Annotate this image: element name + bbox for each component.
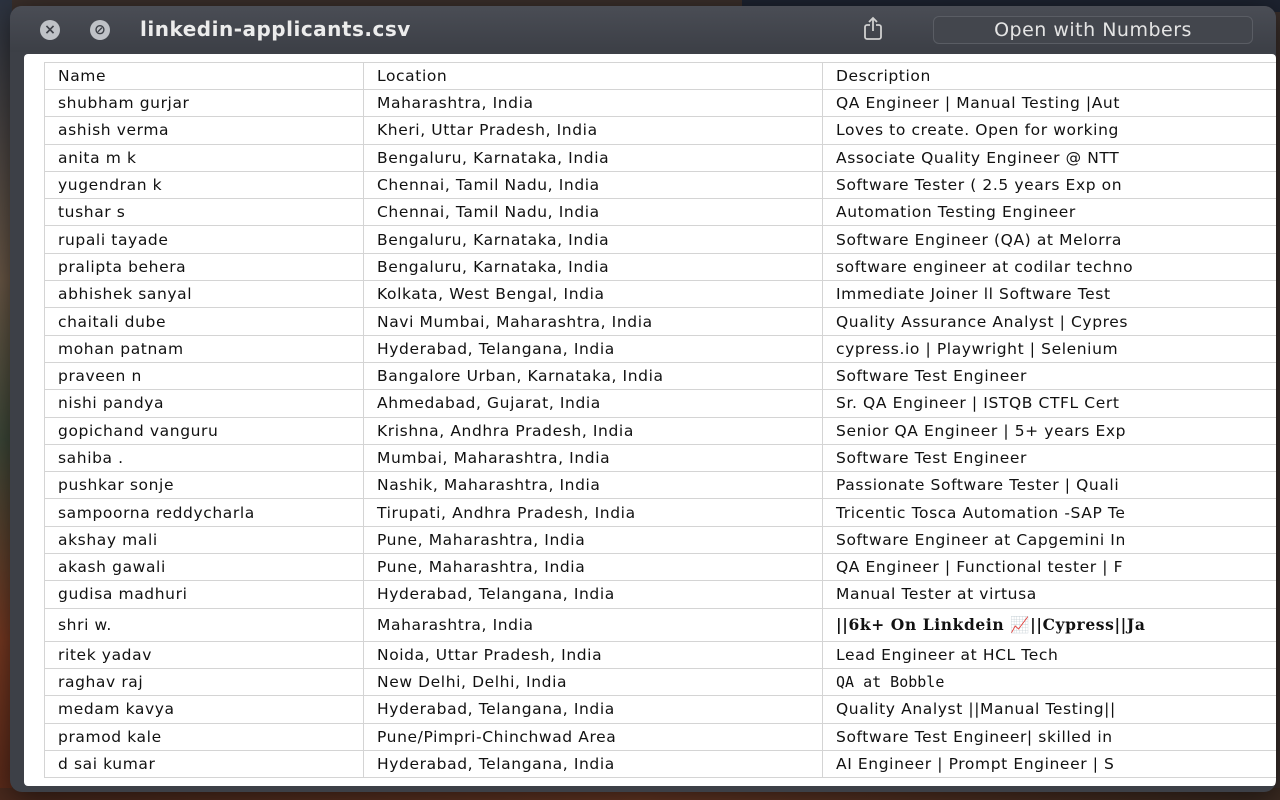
cell-name: pralipta behera [45,253,364,280]
cell-description: Automation Testing Engineer [823,199,1277,226]
cell-description: Immediate Joiner ll Software Test [823,281,1277,308]
cell-name: akshay mali [45,526,364,553]
cell-name: abhishek sanyal [45,281,364,308]
titlebar [10,6,1276,52]
cell-location: New Delhi, Delhi, India [364,668,823,695]
cell-location: Noida, Uttar Pradesh, India [364,641,823,668]
table-row [45,362,1277,389]
cell-location: Bengaluru, Karnataka, India [364,144,823,171]
window-title: linkedin-applicants.csv [140,17,411,41]
table-row [45,444,1277,471]
cell-description: Passionate Software Tester | Quali [823,472,1277,499]
cell-description: QA Engineer | Manual Testing |Aut [823,90,1277,117]
table-row [45,335,1277,362]
table-row [45,696,1277,723]
cell-name: raghav raj [45,668,364,695]
table-row [45,499,1277,526]
cell-description: Sr. QA Engineer | ISTQB CTFL Cert [823,390,1277,417]
column-header-name: Name [45,63,364,90]
cell-description: AI Engineer | Prompt Engineer | S [823,750,1277,777]
cell-name: d sai kumar [45,750,364,777]
table-row [45,171,1277,198]
csv-table [44,62,1276,778]
cell-name: tushar s [45,199,364,226]
cell-location: Bangalore Urban, Karnataka, India [364,362,823,389]
cell-name: praveen n [45,362,364,389]
cell-location: Pune/Pimpri-Chinchwad Area [364,723,823,750]
cell-name: gopichand vanguru [45,417,364,444]
cell-description: Software Test Engineer [823,444,1277,471]
cell-location: Hyderabad, Telangana, India [364,335,823,362]
cell-location: Nashik, Maharashtra, India [364,472,823,499]
cell-location: Maharashtra, India [364,608,823,641]
csv-preview[interactable] [24,54,1276,786]
table-row [45,90,1277,117]
cell-location: Krishna, Andhra Pradesh, India [364,417,823,444]
table-row [45,199,1277,226]
cell-description: Software Tester ( 2.5 years Exp on [823,171,1277,198]
cell-name: ritek yadav [45,641,364,668]
cell-location: Navi Mumbai, Maharashtra, India [364,308,823,335]
cell-description: Software Test Engineer| skilled in [823,723,1277,750]
cell-name: ashish verma [45,117,364,144]
cell-name: sampoorna reddycharla [45,499,364,526]
table-row [45,750,1277,777]
table-row [45,144,1277,171]
quicklook-window [10,6,1276,792]
cell-description: cypress.io | Playwright | Selenium [823,335,1277,362]
cell-description: Quality Assurance Analyst | Cypres [823,308,1277,335]
cell-name: chaitali dube [45,308,364,335]
cell-description: Lead Engineer at HCL Tech [823,641,1277,668]
cell-location: Bengaluru, Karnataka, India [364,253,823,280]
table-row [45,641,1277,668]
cell-description: ||6k+ On Linkdein 📈||Cypress||Ja [823,608,1277,641]
column-header-location: Location [364,63,823,90]
cell-name: nishi pandya [45,390,364,417]
table-row [45,281,1277,308]
fullscreen-icon[interactable]: ⊘ [90,20,110,40]
cell-location: Tirupati, Andhra Pradesh, India [364,499,823,526]
cell-name: akash gawali [45,554,364,581]
cell-description: Quality Analyst ||Manual Testing|| [823,696,1277,723]
cell-description: software engineer at codilar techno [823,253,1277,280]
cell-description: QA at Bobble [823,668,1277,695]
cell-name: anita m k [45,144,364,171]
table-row [45,226,1277,253]
cell-name: shri w. [45,608,364,641]
cell-location: Hyderabad, Telangana, India [364,696,823,723]
table-row [45,308,1277,335]
cell-location: Kolkata, West Bengal, India [364,281,823,308]
cell-description: Manual Tester at virtusa [823,581,1277,608]
cell-location: Mumbai, Maharashtra, India [364,444,823,471]
cell-location: Maharashtra, India [364,90,823,117]
cell-location: Kheri, Uttar Pradesh, India [364,117,823,144]
cell-name: pramod kale [45,723,364,750]
cell-name: shubham gurjar [45,90,364,117]
table-row [45,723,1277,750]
table-row [45,117,1277,144]
cell-name: medam kavya [45,696,364,723]
table-row [45,608,1277,641]
share-icon[interactable] [858,16,888,42]
cell-location: Bengaluru, Karnataka, India [364,226,823,253]
close-icon[interactable]: × [40,20,60,40]
open-with-numbers-button[interactable]: Open with Numbers [933,16,1253,44]
header-row [45,63,1277,90]
table-row [45,526,1277,553]
cell-name: mohan patnam [45,335,364,362]
table-row [45,253,1277,280]
cell-description: Software Test Engineer [823,362,1277,389]
cell-location: Hyderabad, Telangana, India [364,581,823,608]
column-header-description: Description [823,63,1277,90]
cell-location: Hyderabad, Telangana, India [364,750,823,777]
table-row [45,472,1277,499]
cell-name: sahiba . [45,444,364,471]
cell-description: Senior QA Engineer | 5+ years Exp [823,417,1277,444]
cell-description: QA Engineer | Functional tester | F [823,554,1277,581]
cell-description: Associate Quality Engineer @ NTT [823,144,1277,171]
cell-description: Software Engineer (QA) at Melorra [823,226,1277,253]
table-row [45,417,1277,444]
cell-location: Pune, Maharashtra, India [364,554,823,581]
cell-name: gudisa madhuri [45,581,364,608]
cell-location: Chennai, Tamil Nadu, India [364,199,823,226]
cell-name: yugendran k [45,171,364,198]
cell-name: pushkar sonje [45,472,364,499]
table-row [45,668,1277,695]
cell-description: Tricentic Tosca Automation -SAP Te [823,499,1277,526]
table-row [45,390,1277,417]
cell-description: Software Engineer at Capgemini In [823,526,1277,553]
table-row [45,554,1277,581]
cell-description: Loves to create. Open for working [823,117,1277,144]
cell-location: Pune, Maharashtra, India [364,526,823,553]
table-row [45,581,1277,608]
cell-name: rupali tayade [45,226,364,253]
cell-location: Ahmedabad, Gujarat, India [364,390,823,417]
cell-location: Chennai, Tamil Nadu, India [364,171,823,198]
